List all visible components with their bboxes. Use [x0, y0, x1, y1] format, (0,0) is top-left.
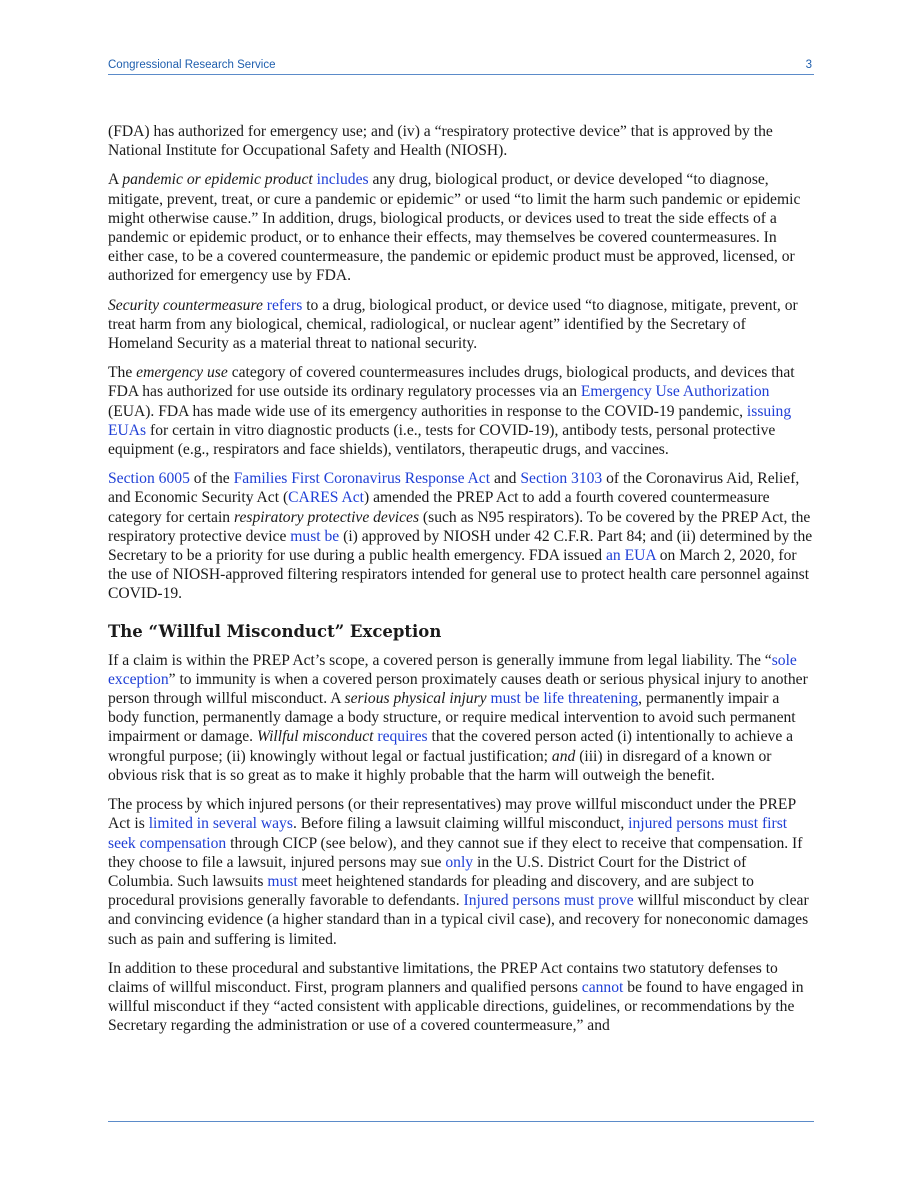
- paragraph-security-countermeasure: Security countermeasure refers to a drug, biological product, or device used “to diagnose, mitigate, prevent, or treat harm from any biological, chemical, radiological, or nuclear agent” identified by the Secretary of Homeland Security as a material threat to national security.: [108, 296, 798, 353]
- link-must-be[interactable]: must be: [290, 527, 340, 545]
- paragraph-willful-misconduct-exception: If a claim is within the PREP Act’s scope, a covered person is generally immune from legal liability. The “sole exception” to immunity is when a covered person proximately causes death or serious physical injury to another person through willful misconduct. A serious physical injury must be life threatening, permanently impair a body function, permanently damage a body structure, or require medical intervention to avoid such permanent impairment or damage. Willful misconduct requires that the covered person acted (i) intentionally to achieve a wrongful purpose; (ii) knowingly without legal or factual justification; and (iii) in disregard of a known or obvious risk that is so great as to make it highly probable that the harm will outweigh the benefit.: [108, 651, 808, 784]
- header-source: Congressional Research Service: [108, 59, 276, 71]
- paragraph-pandemic-product: A pandemic or epidemic product includes any drug, biological product, or device developed “to diagnose, mitigate, prevent, treat, or cure a pandemic or epidemic” or used “to limit the harm such pandemic or epidemic might otherwise cause.” In addition, drugs, biological products, or devices used to treat the side effects of a pandemic or epidemic product, or to enhance their effects, may themselves be covered countermeasures. In either case, to be a covered countermeasure, the pandemic or epidemic product must be approved, licensed, or authorized for emergency use by FDA.: [108, 171, 801, 285]
- link-cannot[interactable]: cannot: [581, 978, 624, 996]
- term-serious-physical-injury: serious physical injury: [344, 690, 487, 708]
- paragraph-fda-niosh: (FDA) has authorized for emergency use; and (iv) a “respiratory protective device” that is approved by the National Institute for Occupational Safety and Health (NIOSH).: [108, 123, 773, 160]
- document-body: [108, 122, 814, 1046]
- link-must-be-life-threatening[interactable]: must be life threatening: [490, 690, 639, 708]
- link-includes[interactable]: includes: [316, 171, 369, 189]
- term-willful-misconduct: Willful misconduct: [256, 728, 374, 746]
- paragraph-emergency-use: The emergency use category of covered countermeasures includes drugs, biological products, and devices that FDA has authorized for use outside its ordinary regulatory processes via an Emergency Use Authorization (EUA). FDA has made wide use of its emergency authorities in response to the COVID-19 pandemic, issuing EUAs for certain in vitro diagnostic products (i.e., tests for COVID-19), antibody tests, personal protective equipment (e.g., respirators and face shields), ventilators, therapeutic drugs, and vaccines.: [108, 364, 795, 459]
- term-pandemic-product: pandemic or epidemic product: [122, 171, 313, 189]
- paragraph-respiratory-devices: Section 6005 of the Families First Coronavirus Response Act and Section 3103 of the Coronavirus Aid, Relief, and Economic Security Act (CARES Act) amended the PREP Act to add a fourth covered countermeasure category for certain respiratory protective devices (such as N95 respirators). To be covered by the PREP Act, the respiratory protective device must be (i) approved by NIOSH under 42 C.F.R. Part 84; and (ii) determined by the Secretary to be a priority for use during a public health emergency. FDA issued an EUA on March 2, 2020, for the use of NIOSH-approved filtering respirators intended for general use to protect health care personnel against COVID-19.: [108, 470, 813, 603]
- link-emergency-use-authorization[interactable]: Emergency Use Authorization: [580, 383, 770, 401]
- link-section-3103[interactable]: Section 3103: [520, 470, 603, 488]
- paragraph-statutory-defenses: In addition to these procedural and substantive limitations, the PREP Act contains two statutory defenses to claims of willful misconduct. First, program planners and qualified persons cannot be found to have engaged in willful misconduct if they “acted consistent with applicable directions, guidelines, or recommendations by the Secretary regarding the administration or use of a covered countermeasure,” and: [108, 959, 804, 1035]
- section-heading-willful-misconduct: The “Willful Misconduct” Exception: [108, 621, 442, 641]
- link-issuing-euas[interactable]: issuing EUAs: [108, 402, 792, 439]
- paragraph-procedural-limits: The process by which injured persons (or their representatives) may prove willful misconduct under the PREP Act is limited in several ways. Before filing a lawsuit claiming willful misconduct, injured persons must first seek compensation through CICP (see below), and they cannot sue if they elect to receive that compensation. If they choose to file a lawsuit, injured persons may sue only in the U.S. District Court for the District of Columbia. Such lawsuits must meet heightened standards for pleading and discovery, and are subject to procedural provisions generally favorable to defendants. Injured persons must prove willful misconduct by clear and convincing evidence (a higher standard than in a typical civil case), and recovery for noneconomic damages such as pain and suffering is limited.: [108, 796, 809, 948]
- footer-divider: [108, 1121, 814, 1122]
- term-emergency-use: emergency use: [136, 364, 228, 382]
- term-and: and: [551, 747, 576, 765]
- page-header: [108, 58, 814, 75]
- link-sole-exception[interactable]: sole exception: [108, 651, 797, 688]
- link-families-first-act[interactable]: Families First Coronavirus Response Act: [233, 470, 491, 488]
- link-cares-act[interactable]: CARES Act: [288, 489, 364, 507]
- link-injured-persons-must-first-seek-compensation[interactable]: injured persons must first seek compensation: [108, 815, 788, 852]
- term-security-countermeasure: Security countermeasure: [108, 296, 263, 314]
- link-injured-persons-must-prove[interactable]: Injured persons must prove: [463, 892, 634, 910]
- term-respiratory-protective-devices: respiratory protective devices: [233, 508, 420, 526]
- link-must[interactable]: must: [267, 872, 298, 890]
- link-requires[interactable]: requires: [377, 728, 428, 746]
- page-number: 3: [805, 59, 812, 71]
- link-refers[interactable]: refers: [266, 296, 303, 314]
- link-limited-in-several-ways[interactable]: limited in several ways: [148, 815, 293, 833]
- link-only[interactable]: only: [445, 853, 474, 871]
- link-an-eua[interactable]: an EUA: [606, 547, 656, 565]
- link-section-6005[interactable]: Section 6005: [108, 470, 190, 488]
